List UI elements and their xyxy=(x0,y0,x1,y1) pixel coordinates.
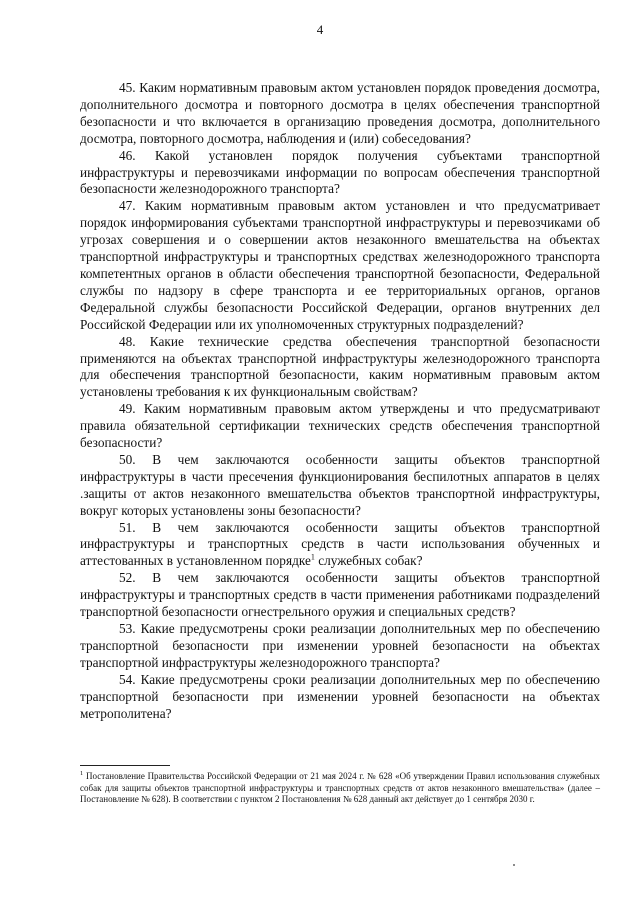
question-48: 48. Какие технические средства обеспечения транспортной безопасности применяются на объектах транспортной инфраструктуры железнодорожного транспорта для обеспечения транспортной безопасности, каким нормативным правовым актом установлены требования к их функциональным свойствам? xyxy=(80,333,600,400)
scan-speck xyxy=(513,864,515,866)
page-number: 4 xyxy=(316,22,324,37)
question-46: 46. Какой установлен порядок получения субъектами транспортной инфраструктуры и перевозчиками информации по вопросам обеспечения транспортной безопасности железнодорожного транспорта? xyxy=(80,147,600,197)
question-51 xyxy=(80,520,600,571)
question-list xyxy=(80,80,600,722)
footnote-text: Постановление Правительства Российской Федерации от 21 мая 2024 г. № 628 «Об утверждении Правил использования служебных собак для защиты объектов транспортной инфраструктуры и транспортных средств от актов незаконного вмешательства» (далее – Постановление № 628). В соответствии с пунктом 2 Постановления № 628 данный акт действует до 1 сентября 2030 г. xyxy=(80,771,600,805)
question-50: 50. В чем заключаются особенности защиты объектов транспортной инфраструктуры в части пресечения функционирования беспилотных аппаратов в целях .защиты от актов незаконного вмешательства объектов транспортной инфраструктуры, вокруг которых установлены зоны безопасности? xyxy=(80,451,600,518)
question-54: 54. Какие предусмотрены сроки реализации дополнительных мер по обеспечению транспортной безопасности при изменении уровней безопасности на объектах метрополитена? xyxy=(80,671,600,721)
question-49: 49. Каким нормативным правовым актом утверждены и что предусматривают правила обязательной сертификации технических средств обеспечения транспортной безопасности? xyxy=(80,401,600,451)
question-52: 52. В чем заключаются особенности защиты объектов транспортной инфраструктуры и транспортных средств в части применения работниками подразделений транспортной безопасности огнестрельного оружия и специальных средств? xyxy=(80,570,600,620)
footnote: 1 Постановление Правительства Российской Федерации от 21 мая 2024 г. № 628 «Об утверждении Правил использования служебных собак для защиты объектов транспортной инфраструктуры и транспортных средств от актов незаконного вмешательства» (далее – Постановление № 628). В соответствии с пунктом 2 Постановления № 628 данный акт действует до 1 сентября 2030 г. xyxy=(80,770,600,805)
question-51-text: 51. В чем заключаются особенности защиты объектов транспортной инфраструктуры и транспортных средств в части использования обученных и аттестованных в установленном порядке xyxy=(80,519,600,569)
footnote-divider xyxy=(80,765,170,766)
question-51-text-end: служебных собак? xyxy=(314,553,423,569)
question-47: 47. Каким нормативным правовым актом установлен и что предусматривает порядок информирования субъектами транспортной инфраструктуры и перевозчиками об угрозах совершения и о совершении актов незаконного вмешательства на объектах транспортной инфраструктуры и транспортных средствах железнодорожного транспорта компетентных органов в области обеспечения транспортной безопасности, Федеральной службы по надзору в сфере транспорта и ее территориальных органов, органов Федеральной службы безопасности Российской Федерации, органов внутренних дел Российской Федерации или их уполномоченных структурных подразделений? xyxy=(80,198,600,332)
question-45: 45. Каким нормативным правовым актом установлен порядок проведения досмотра, дополнительного досмотра и повторного досмотра в целях обеспечения транспортной безопасности и что включается в организацию проведения досмотра, дополнительного досмотра, повторного досмотра, наблюдения и (или) собеседования? xyxy=(80,80,600,146)
footnote-reference: 1 xyxy=(310,552,315,562)
question-53: 53. Какие предусмотрены сроки реализации дополнительных мер по обеспечению транспортной безопасности при изменении уровней безопасности на объектах транспортной инфраструктуры железнодорожного транспорта? xyxy=(80,621,600,670)
